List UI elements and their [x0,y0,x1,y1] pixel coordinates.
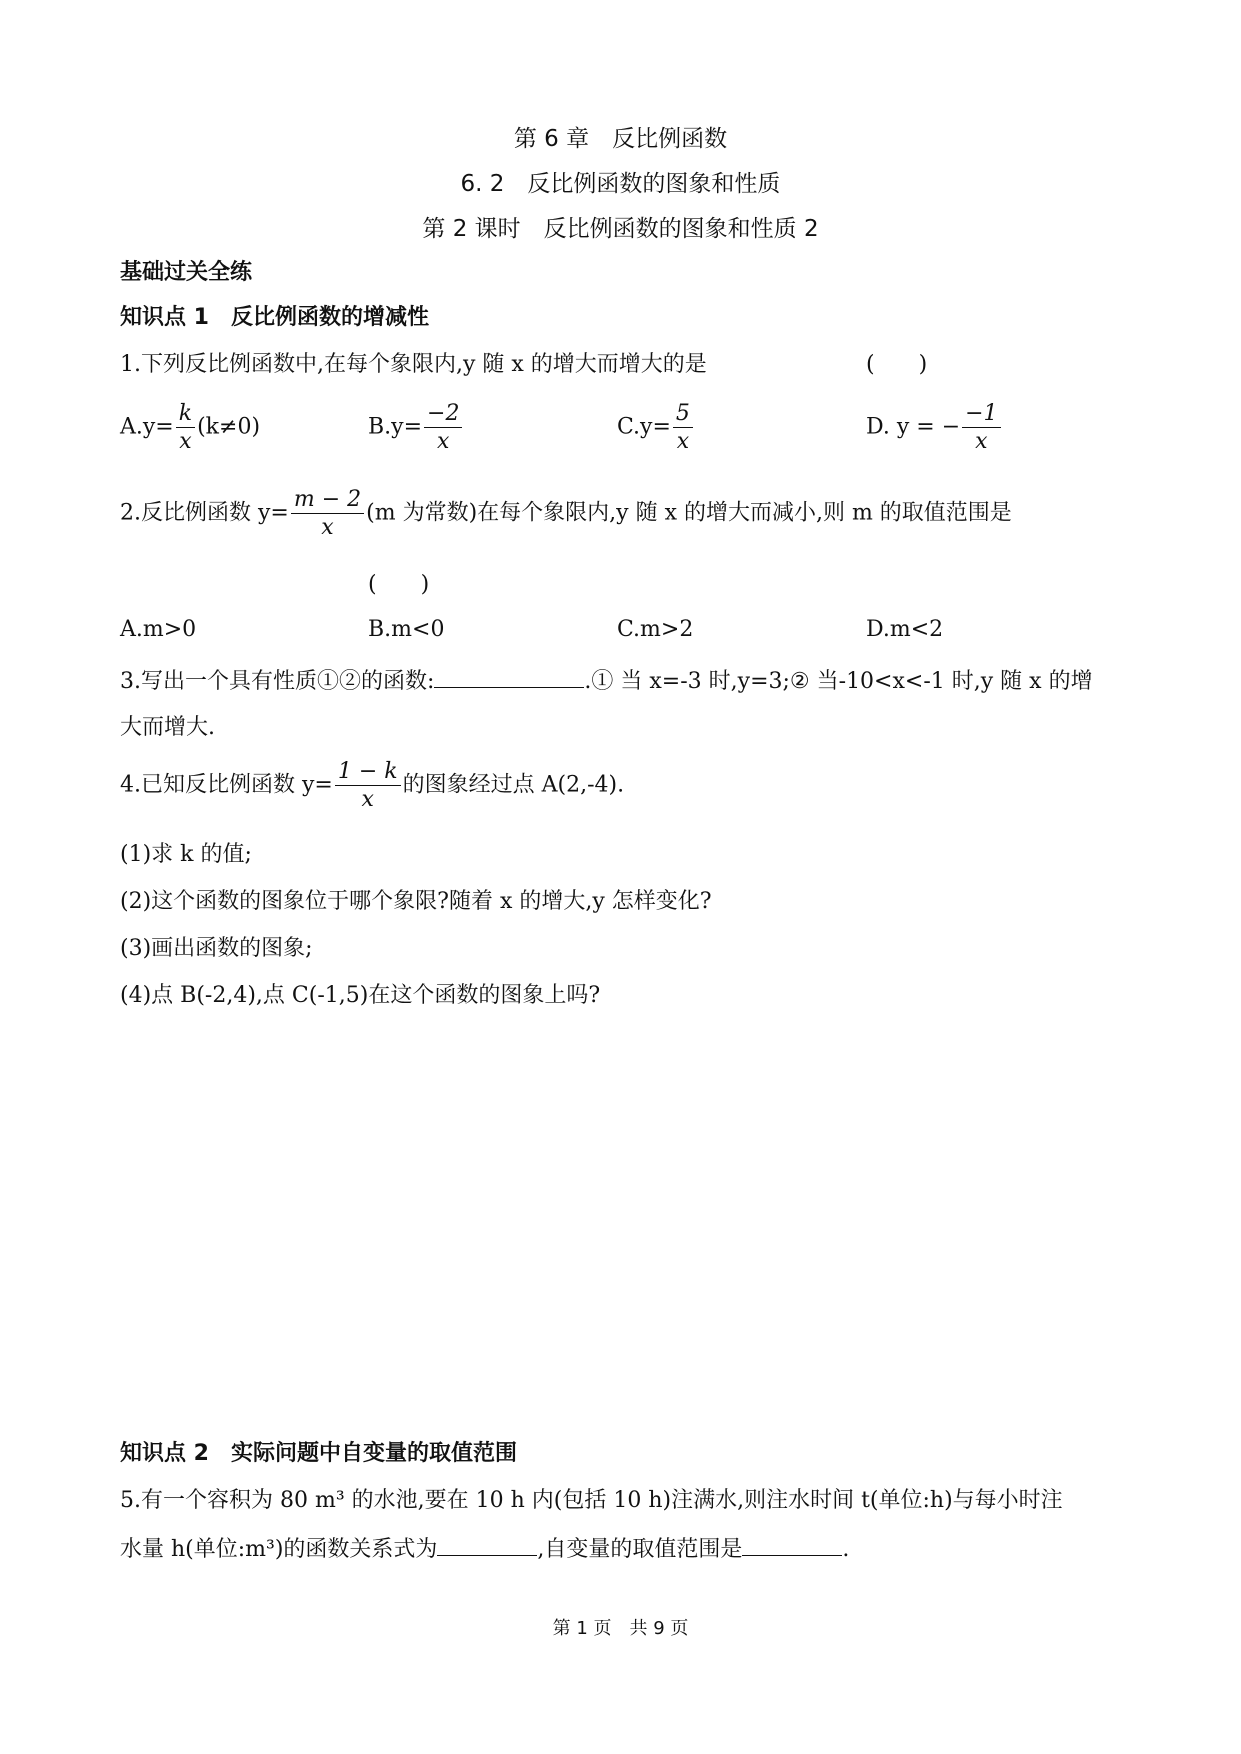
question-4-part-2: (2)这个函数的图象位于哪个象限?随着 x 的增大,y 怎样变化? [120,889,712,914]
question-1-option-c: C.y= $\frac{5}{x}$ [617,402,695,453]
answer-blank[interactable] [434,667,584,688]
fraction: $\frac{-2}{x}$ [424,402,462,453]
question-5-line-2: 水量 h(单位:m³)的函数关系式为 ,自变量的取值范围是 . [120,1537,850,1562]
question-1-option-a: A.y= $\frac{k}{x}$ (k≠0) [120,401,261,455]
fraction: $\frac{-1}{x}$ [962,402,1000,453]
question-4-part-1: (1)求 k 的值; [120,842,252,867]
question-2-option-d: D.m<2 [866,617,944,642]
question-2-option-b: B.m<0 [368,617,445,642]
question-1-stem: 1.下列反比例函数中,在每个象限内,y 随 x 的增大而增大的是 [120,352,707,377]
question-4-stem: 4.已知反比例函数 y= $\frac{1 - k}{x}$ 的图象经过点 A(2,-4). [120,759,625,813]
question-2-option-c: C.m>2 [617,617,694,642]
question-4-part-3: (3)画出函数的图象; [120,936,313,961]
answer-blank-range[interactable] [742,1535,842,1556]
question-1-answer-paren: ( ) [866,352,928,377]
question-1-option-d: D. y = − $\frac{-1}{x}$ [866,402,1003,453]
fraction: $\frac{k}{x}$ [176,402,195,453]
lesson-title: 第 2 课时 反比例函数的图象和性质 2 [422,216,819,242]
fraction: $\frac{1 - k}{x}$ [335,760,401,811]
page-footer: 第 1 页 共 9 页 [552,1618,689,1639]
question-1-option-b: B.y= $\frac{-2}{x}$ [368,402,464,453]
question-5-line-1: 5.有一个容积为 80 m³ 的水池,要在 10 h 内(包括 10 h)注满水,则注水时间 t(单位:h)与每小时注 [120,1488,1063,1513]
knowledge-point-2-heading: 知识点 2 实际问题中自变量的取值范围 [120,1441,517,1466]
question-3-line-1: 3.写出一个具有性质①②的函数: .① 当 x=-3 时,y=3;② 当-10<x<-1 时,y 随 x 的增 [120,669,1093,694]
fraction: $\frac{5}{x}$ [673,402,693,453]
chapter-title: 第 6 章 反比例函数 [513,126,728,152]
question-2-stem: 2.反比例函数 y= $\frac{m - 2}{x}$ (m 为常数)在每个象限内,y 随 x 的增大而减小,则 m 的取值范围是 [120,487,1012,541]
question-2-answer-paren: ( ) [368,572,430,597]
knowledge-point-1-heading: 知识点 1 反比例函数的增减性 [120,305,429,330]
fraction: $\frac{m - 2}{x}$ [291,488,364,539]
practice-heading: 基础过关全练 [120,260,253,285]
question-2-option-a: A.m>0 [120,617,197,642]
section-title: 6. 2 反比例函数的图象和性质 [460,171,781,197]
answer-blank-function[interactable] [437,1535,537,1556]
question-4-part-4: (4)点 B(-2,4),点 C(-1,5)在这个函数的图象上吗? [120,983,601,1008]
question-3-line-2: 大而增大. [120,715,215,740]
